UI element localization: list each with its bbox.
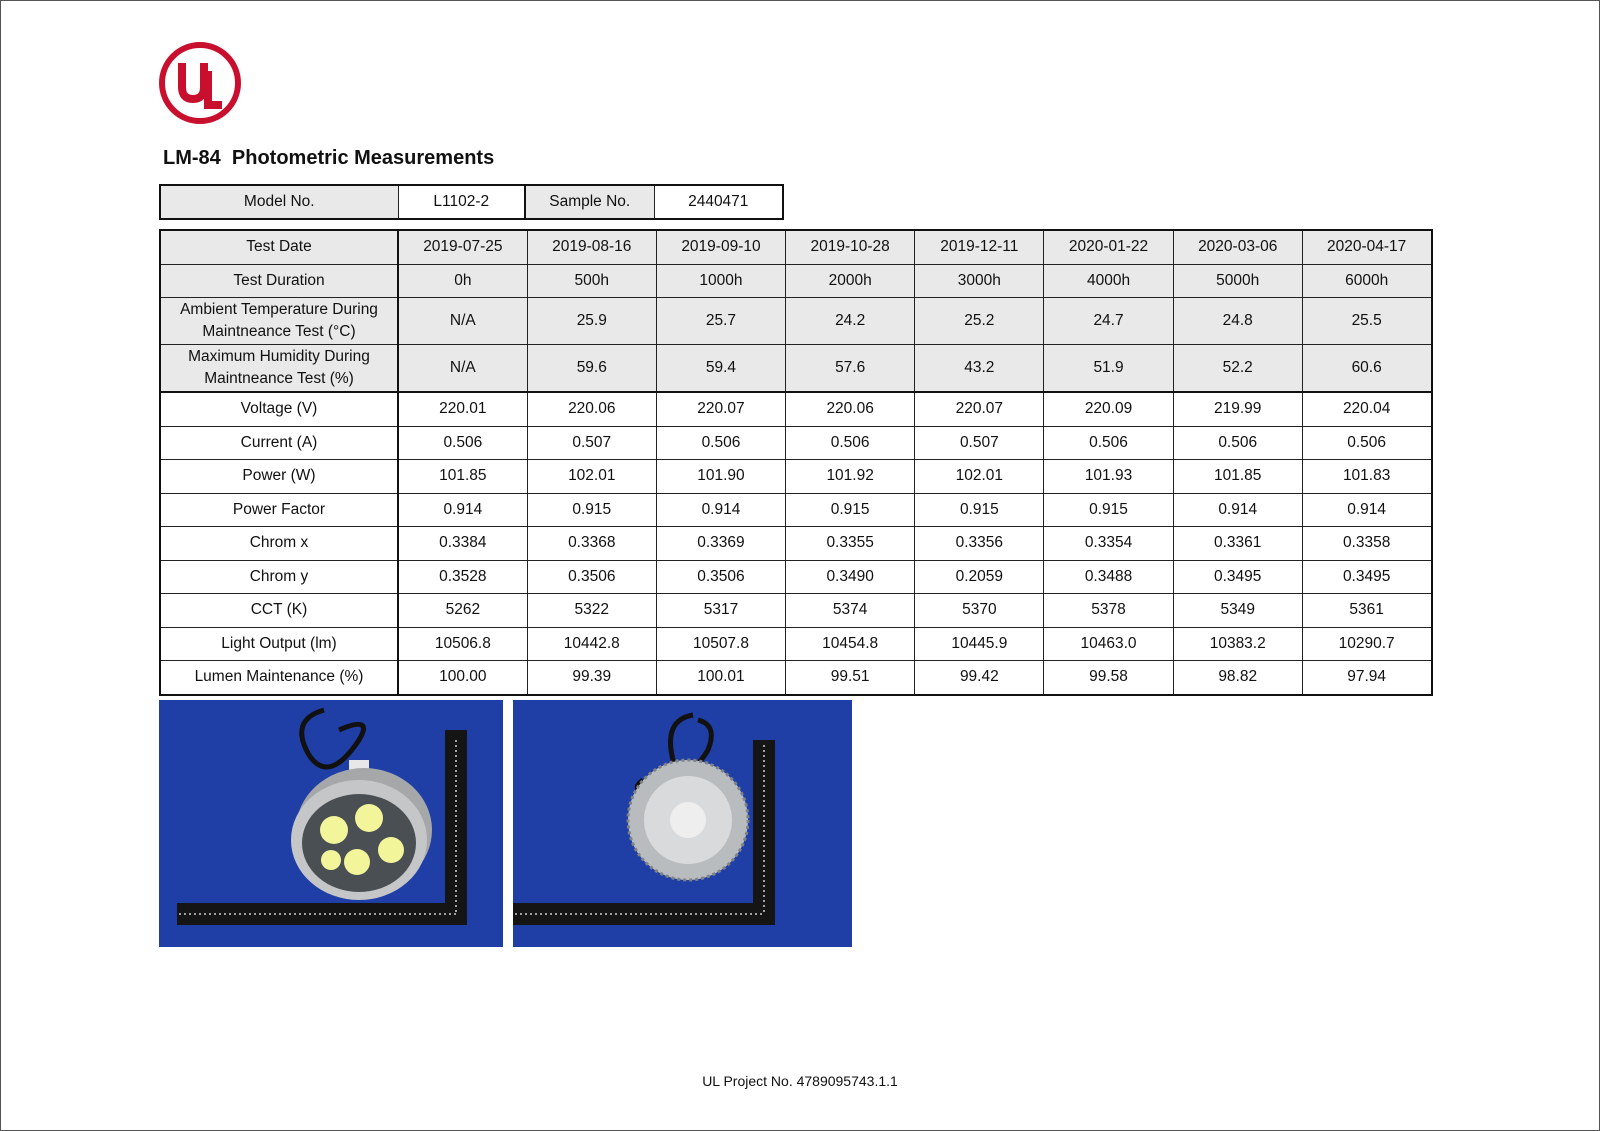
- table-cell: 0.914: [1302, 493, 1431, 527]
- table-cell: 24.7: [1044, 298, 1173, 345]
- table-cell: 101.85: [1173, 460, 1302, 494]
- row-label: CCT (K): [160, 594, 398, 628]
- table-cell: 0.3355: [786, 527, 915, 561]
- table-cell: 5374: [786, 594, 915, 628]
- table-cell: 500h: [527, 264, 656, 298]
- table-cell: 102.01: [915, 460, 1044, 494]
- page-title: LM-84 Photometric Measurements: [163, 147, 495, 169]
- table-cell: 0.3354: [1044, 527, 1173, 561]
- table-cell: 0.506: [1044, 426, 1173, 460]
- table-cell: 10507.8: [656, 627, 785, 661]
- table-cell: 102.01: [527, 460, 656, 494]
- table-cell: 0.3495: [1302, 560, 1431, 594]
- table-cell: 101.93: [1044, 460, 1173, 494]
- table-cell: 0.3488: [1044, 560, 1173, 594]
- table-cell: 2020-03-06: [1173, 230, 1302, 264]
- table-cell: 6000h: [1302, 264, 1431, 298]
- footer-project-number: UL Project No. 4789095743.1.1: [702, 1073, 898, 1089]
- table-cell: 1000h: [656, 264, 785, 298]
- table-cell: 52.2: [1173, 345, 1302, 393]
- table-cell: 100.00: [398, 661, 527, 695]
- table-cell: 5370: [915, 594, 1044, 628]
- table-cell: 10442.8: [527, 627, 656, 661]
- row-label: [160, 264, 398, 298]
- table-cell: 0.915: [915, 493, 1044, 527]
- table-cell: 2019-10-28: [786, 230, 915, 264]
- table-cell: 0.914: [398, 493, 527, 527]
- table-cell: 59.6: [527, 345, 656, 393]
- table-cell: 10290.7: [1302, 627, 1431, 661]
- table-cell: 4000h: [1044, 264, 1173, 298]
- table-cell: 0.914: [1173, 493, 1302, 527]
- row-label: [160, 345, 398, 393]
- row-label-line: Maximum Humidity During: [188, 348, 370, 365]
- table-cell: 10454.8: [786, 627, 915, 661]
- row-label: [160, 230, 398, 264]
- header-row: [160, 230, 1432, 264]
- table-cell: 57.6: [786, 345, 915, 393]
- model-no-value: L1102-2: [398, 185, 525, 219]
- table-cell: 0h: [398, 264, 527, 298]
- table-cell: 220.06: [527, 392, 656, 426]
- table-cell: 25.5: [1302, 298, 1431, 345]
- luminaire-back-photo: [513, 700, 852, 947]
- table-cell: 2019-09-10: [656, 230, 785, 264]
- model-no-label: Model No.: [160, 185, 398, 219]
- header-row: [160, 345, 1432, 393]
- table-cell: 5349: [1173, 594, 1302, 628]
- table-cell: 0.507: [527, 426, 656, 460]
- table-cell: 10383.2: [1173, 627, 1302, 661]
- table-cell: 0.3358: [1302, 527, 1431, 561]
- ul-logo: [158, 41, 242, 125]
- table-cell: 2019-07-25: [398, 230, 527, 264]
- row-label: Power Factor: [160, 493, 398, 527]
- table-cell: 98.82: [1173, 661, 1302, 695]
- table-cell: 0.506: [1302, 426, 1431, 460]
- table-row: [160, 426, 1432, 460]
- table-cell: 24.2: [786, 298, 915, 345]
- table-cell: 0.3528: [398, 560, 527, 594]
- table-cell: 2019-08-16: [527, 230, 656, 264]
- table-cell: 101.83: [1302, 460, 1431, 494]
- table-cell: 220.06: [786, 392, 915, 426]
- table-cell: 2020-04-17: [1302, 230, 1431, 264]
- table-cell: 0.3490: [786, 560, 915, 594]
- table-cell: 0.506: [1173, 426, 1302, 460]
- row-label-line: Maintneance Test (°C): [202, 323, 356, 340]
- table-cell: 99.42: [915, 661, 1044, 695]
- table-cell: 99.51: [786, 661, 915, 695]
- row-label: Power (W): [160, 460, 398, 494]
- table-cell: 25.2: [915, 298, 1044, 345]
- table-cell: 220.04: [1302, 392, 1431, 426]
- table-cell: 5262: [398, 594, 527, 628]
- table-cell: 60.6: [1302, 345, 1431, 393]
- table-cell: N/A: [398, 345, 527, 393]
- header-row: [160, 264, 1432, 298]
- table-cell: 219.99: [1173, 392, 1302, 426]
- table-cell: 0.3369: [656, 527, 785, 561]
- table-cell: 0.915: [1044, 493, 1173, 527]
- table-cell: 0.3495: [1173, 560, 1302, 594]
- table-cell: 220.07: [915, 392, 1044, 426]
- table-cell: 0.2059: [915, 560, 1044, 594]
- table-cell: 100.01: [656, 661, 785, 695]
- table-row: [160, 560, 1432, 594]
- table-cell: 0.3368: [527, 527, 656, 561]
- table-cell: 101.85: [398, 460, 527, 494]
- sample-no-label: Sample No.: [525, 185, 654, 219]
- row-label: Current (A): [160, 426, 398, 460]
- table-row: [160, 627, 1432, 661]
- table-cell: 99.39: [527, 661, 656, 695]
- row-label: Lumen Maintenance (%): [160, 661, 398, 695]
- row-label-line: Test Duration: [233, 271, 325, 289]
- table-cell: 3000h: [915, 264, 1044, 298]
- table-cell: 0.914: [656, 493, 785, 527]
- table-cell: 0.3384: [398, 527, 527, 561]
- table-cell: 2000h: [786, 264, 915, 298]
- table-cell: 24.8: [1173, 298, 1302, 345]
- row-label-line: Test Date: [246, 238, 312, 256]
- table-cell: 0.506: [656, 426, 785, 460]
- row-label-line: Maintneance Test (%): [204, 370, 354, 387]
- table-cell: 0.506: [398, 426, 527, 460]
- table-cell: 101.92: [786, 460, 915, 494]
- table-row: [160, 493, 1432, 527]
- table-cell: 2019-12-11: [915, 230, 1044, 264]
- table-cell: 99.58: [1044, 661, 1173, 695]
- row-label-line: Ambient Temperature During: [180, 301, 378, 318]
- table-cell: 25.9: [527, 298, 656, 345]
- table-cell: 5378: [1044, 594, 1173, 628]
- table-row: [160, 392, 1432, 426]
- table-cell: 0.915: [527, 493, 656, 527]
- table-cell: 220.07: [656, 392, 785, 426]
- header-row: [160, 298, 1432, 345]
- table-cell: 5322: [527, 594, 656, 628]
- table-cell: 10445.9: [915, 627, 1044, 661]
- table-cell: 0.507: [915, 426, 1044, 460]
- luminaire-front-photo: [159, 700, 503, 947]
- row-label: Chrom x: [160, 527, 398, 561]
- table-cell: N/A: [398, 298, 527, 345]
- table-cell: 51.9: [1044, 345, 1173, 393]
- row-label: Light Output (lm): [160, 627, 398, 661]
- measurements-table: [159, 229, 1433, 696]
- table-cell: 0.506: [786, 426, 915, 460]
- table-cell: 25.7: [656, 298, 785, 345]
- table-cell: 101.90: [656, 460, 785, 494]
- table-cell: 2020-01-22: [1044, 230, 1173, 264]
- table-row: [160, 460, 1432, 494]
- table-row: [160, 661, 1432, 695]
- table-cell: 220.09: [1044, 392, 1173, 426]
- table-cell: 10463.0: [1044, 627, 1173, 661]
- table-cell: 43.2: [915, 345, 1044, 393]
- table-cell: 10506.8: [398, 627, 527, 661]
- table-cell: 5317: [656, 594, 785, 628]
- table-cell: 0.3506: [527, 560, 656, 594]
- table-cell: 97.94: [1302, 661, 1431, 695]
- table-row: [160, 527, 1432, 561]
- table-cell: 0.3356: [915, 527, 1044, 561]
- table-row: [160, 594, 1432, 628]
- table-cell: 220.01: [398, 392, 527, 426]
- row-label: Voltage (V): [160, 392, 398, 426]
- table-cell: 5000h: [1173, 264, 1302, 298]
- row-label: [160, 298, 398, 345]
- table-cell: 0.3506: [656, 560, 785, 594]
- table-cell: 59.4: [656, 345, 785, 393]
- table-cell: 5361: [1302, 594, 1431, 628]
- table-cell: 0.3361: [1173, 527, 1302, 561]
- table-cell: 0.915: [786, 493, 915, 527]
- row-label: Chrom y: [160, 560, 398, 594]
- sample-no-value: 2440471: [654, 185, 783, 219]
- model-info-table: [159, 184, 784, 220]
